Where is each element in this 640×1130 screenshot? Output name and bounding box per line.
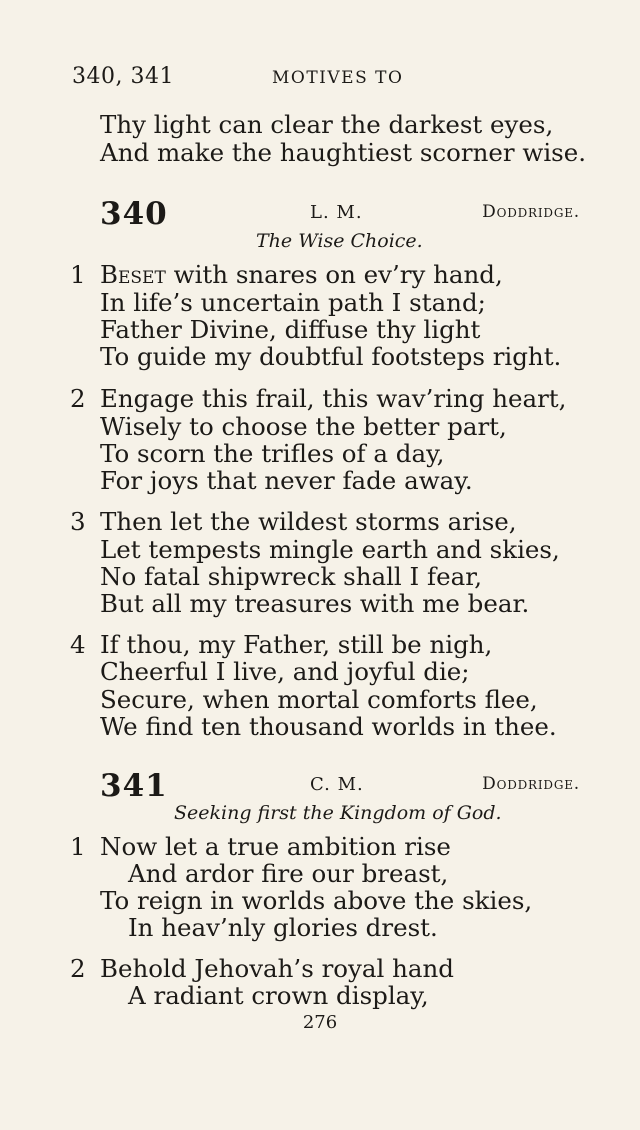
verse-line: If thou, my Father, still be nigh, [100, 630, 493, 659]
verse-line: Let tempests mingle earth and skies, [100, 535, 560, 564]
running-head [72, 64, 560, 94]
hymn-author: Doddridge. [482, 202, 580, 222]
hymn-meter: L. M. [310, 202, 363, 223]
hymn-meter: C. M. [310, 774, 364, 795]
stanza-number: 2 [70, 954, 86, 983]
stanza-number: 1 [70, 832, 86, 861]
stanza-number: 1 [70, 260, 86, 289]
stanza-number: 2 [70, 384, 86, 413]
verse-line: Engage this frail, this wav’ring heart, [100, 384, 567, 413]
hymn-title: The Wise Choice. [256, 230, 423, 252]
page-number: 276 [302, 1012, 338, 1033]
verse-line: Then let the wildest storms arise, [100, 507, 517, 536]
verse-line: Wisely to choose the better part, [100, 412, 507, 441]
verse-line: Cheerful I live, and joyful die; [100, 657, 470, 686]
verse-line: In life’s uncertain path I stand; [100, 288, 486, 317]
carryover-line: Thy light can clear the darkest eyes, [100, 110, 554, 139]
running-title: MOTIVES TO [272, 68, 404, 88]
verse-line: Behold Jehovah’s royal hand [100, 954, 454, 983]
verse-line: To scorn the trifles of a day, [100, 439, 445, 468]
hymn-number: 341 [100, 768, 168, 804]
verse-line: Father Divine, diffuse thy light [100, 315, 481, 344]
verse-line: In heav’nly glories drest. [128, 913, 438, 942]
verse-line: A radiant crown display, [128, 981, 429, 1010]
carryover-line: And make the haughtiest scorner wise. [100, 138, 587, 167]
verse-line: We find ten thousand worlds in thee. [100, 712, 557, 741]
verse-line: And ardor fire our breast, [128, 859, 449, 888]
verse-line: To reign in worlds above the skies, [100, 886, 533, 915]
stanza-number: 3 [70, 507, 86, 536]
hymn-340-header [100, 196, 580, 230]
hymn-author: Doddridge. [482, 774, 580, 794]
stanza-number: 4 [70, 630, 86, 659]
verse-line: Secure, when mortal comforts flee, [100, 685, 538, 714]
verse-line-rest: with snares on ev’ry hand, [165, 260, 503, 289]
hymn-341-header [100, 768, 580, 802]
verse-line: But all my treasures with me bear. [100, 589, 530, 618]
verse-line [100, 260, 503, 289]
hymn-title: Seeking first the Kingdom of God. [174, 802, 502, 824]
verse-line: Now let a true ambition rise [100, 832, 451, 861]
page-range: 340, 341 [72, 64, 174, 89]
first-word: Beset [100, 260, 166, 289]
hymn-number: 340 [100, 196, 168, 232]
verse-line: For joys that never fade away. [100, 466, 473, 495]
verse-line: To guide my doubtful footsteps right. [100, 342, 562, 371]
verse-line: No fatal shipwreck shall I fear, [100, 562, 482, 591]
